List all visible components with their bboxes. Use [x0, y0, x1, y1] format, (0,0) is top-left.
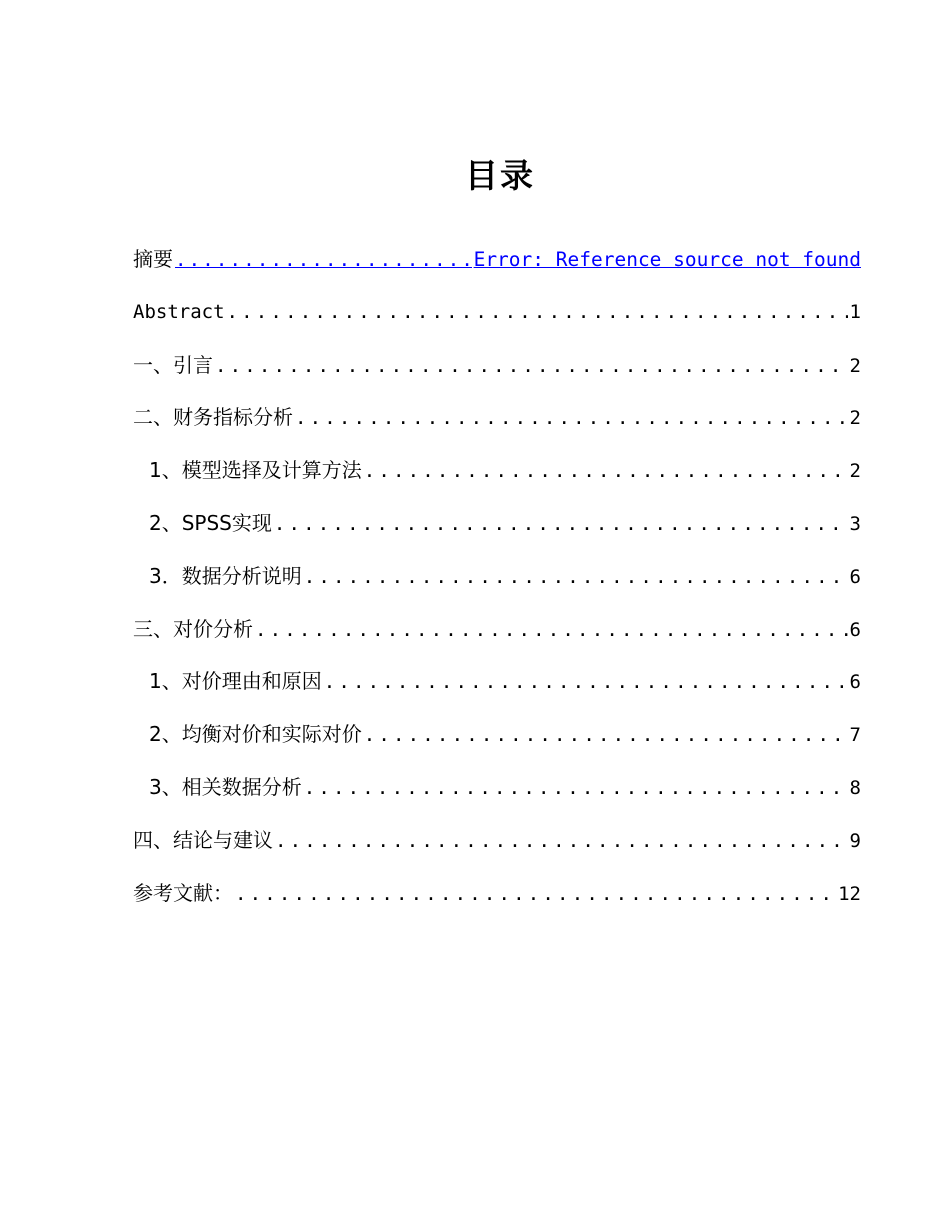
toc-entry-references[interactable]: [133, 875, 861, 928]
toc-entry-page-error: Error: Reference source not found: [473, 248, 861, 271]
toc-leader-dots: [215, 348, 848, 384]
toc-leader-dots: [364, 453, 848, 489]
toc-entry-spss[interactable]: [133, 505, 861, 558]
toc-leader-dots: [275, 823, 848, 859]
toc-entry-label: 一、引言: [133, 352, 213, 377]
toc-entry-label: 摘要: [133, 247, 173, 271]
toc-entry-introduction[interactable]: [133, 347, 861, 400]
toc-entry-model-selection[interactable]: [133, 452, 861, 505]
toc-entry-label: 四、结论与建议: [133, 827, 273, 852]
toc-leader-dots: [227, 294, 848, 330]
toc-leader-dots: [274, 506, 848, 542]
toc-leader-dots: [295, 400, 848, 436]
toc-entry-page: 6: [849, 618, 861, 641]
toc-entry-page: 7: [849, 724, 861, 747]
toc-leader-dots: [235, 876, 836, 912]
toc-entry-page: 9: [849, 829, 861, 852]
toc-entry-abstract[interactable]: [133, 294, 861, 347]
toc-entry-page: 2: [849, 460, 861, 483]
toc-entry-data-explanation[interactable]: [133, 558, 861, 611]
toc-leader-dots: [175, 242, 472, 278]
toc-entry-financial-analysis[interactable]: [133, 399, 861, 452]
toc-entry-label: 三、对价分析: [133, 616, 253, 641]
toc-entry-page: 2: [849, 407, 861, 430]
toc-entry-label: 3、相关数据分析: [149, 774, 302, 799]
toc-leader-dots: [304, 559, 848, 595]
toc-leader-dots: [364, 717, 848, 753]
toc-leader-dots: [304, 770, 848, 806]
toc-entry-page: 12: [838, 882, 861, 905]
toc-entry-conclusion[interactable]: [133, 822, 861, 875]
toc-entry-equilibrium[interactable]: [133, 716, 861, 769]
toc-entry-label: 二、财务指标分析: [133, 405, 293, 430]
toc-entry-label: 1、对价理由和原因: [149, 669, 322, 694]
toc-entry-label: 参考文献：: [133, 880, 233, 905]
toc-entry-page: 1: [849, 300, 861, 323]
toc-entry-label: Abstract: [133, 300, 225, 323]
toc-entry-page: 3: [849, 512, 861, 535]
toc-entry-label: 3．数据分析说明: [149, 563, 302, 588]
toc-entry-label: 1、模型选择及计算方法: [149, 458, 362, 483]
toc-title: 目录: [465, 156, 535, 195]
toc-entry-page: 6: [849, 671, 861, 694]
toc-leader-dots: [255, 612, 848, 648]
toc-entry-label: 2、SPSS实现: [149, 510, 272, 535]
toc-entry-page: 6: [849, 565, 861, 588]
table-of-contents: [133, 241, 861, 927]
toc-entry-abstract-cn[interactable]: [133, 241, 861, 294]
toc-entry-label: 2、均衡对价和实际对价: [149, 722, 362, 747]
toc-entry-related-data[interactable]: [133, 769, 861, 822]
toc-entry-page: 8: [849, 776, 861, 799]
toc-entry-consideration-analysis[interactable]: [133, 611, 861, 664]
toc-entry-reasons[interactable]: [133, 663, 861, 716]
toc-entry-page: 2: [849, 354, 861, 377]
toc-entry-link[interactable]: [173, 242, 861, 278]
toc-leader-dots: [324, 664, 848, 700]
